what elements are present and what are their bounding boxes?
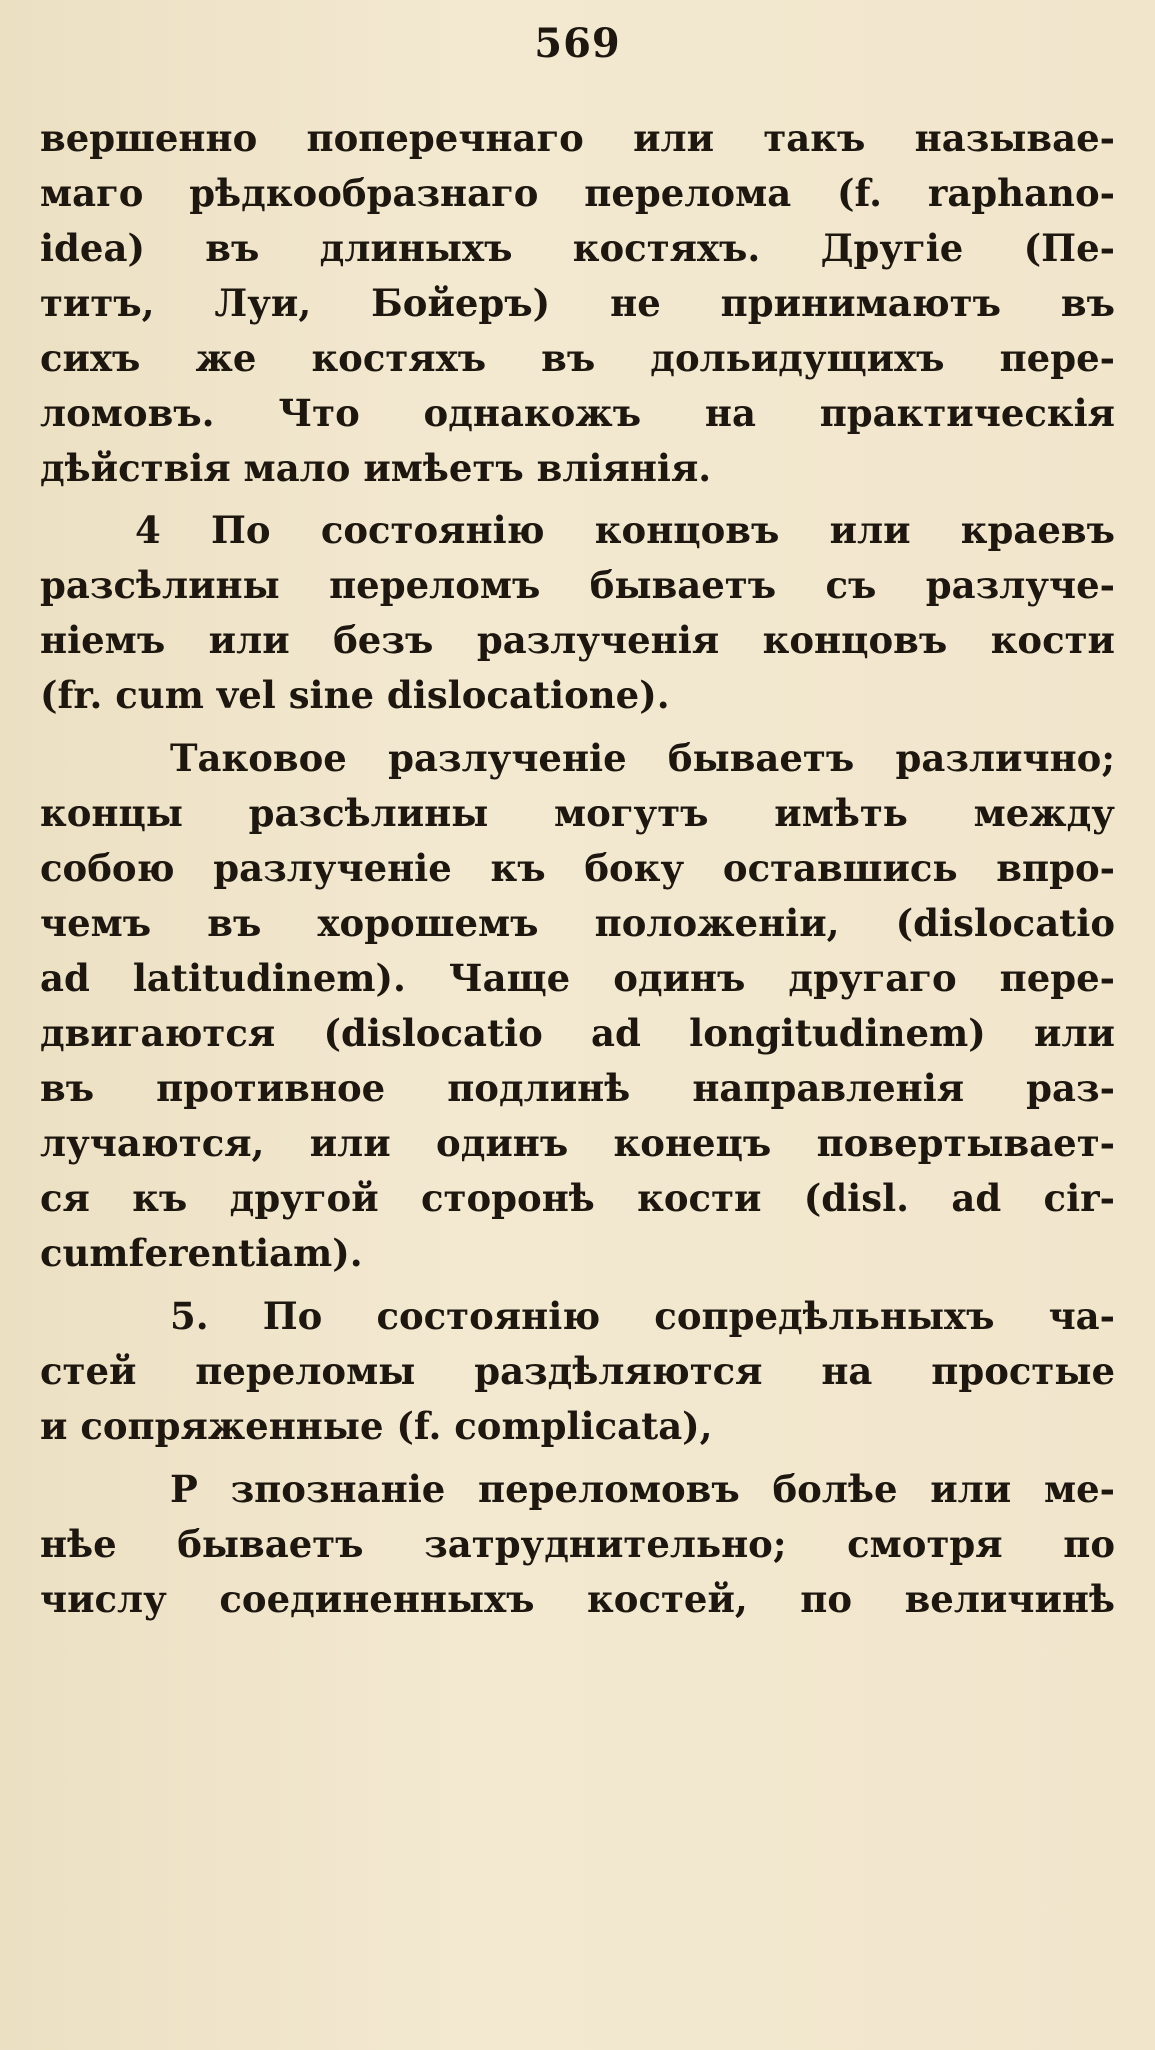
text-line: лучаются, или одинъ конецъ повертывает- xyxy=(40,1121,1115,1165)
text-line: Таковое разлученіе бываетъ различно; xyxy=(170,736,1115,780)
text-line: дѣйствія мало имѣетъ вліянія. xyxy=(40,446,712,490)
text-line: маго рѣдкообразнаго перелома (f. raphano- xyxy=(40,171,1115,215)
text-line: Р зпознаніе переломовъ болѣе или ме- xyxy=(170,1467,1115,1511)
text-line: ad latitudinem). Чаще одинъ другаго пере- xyxy=(40,956,1115,1000)
text-line: ломовъ. Что однакожъ на практическія xyxy=(40,391,1115,435)
text-line: idea) въ длиныхъ костяхъ. Другіе (Пе- xyxy=(40,226,1115,270)
text-line: (fr. cum vel sine dislocatione). xyxy=(40,673,670,717)
text-line: стей переломы раздѣляются на простые xyxy=(40,1349,1115,1393)
text-line: двигаются (dislocatio ad longitudinem) или xyxy=(40,1011,1115,1055)
text-line: числу соединенныхъ костей, по величинѣ xyxy=(40,1577,1115,1621)
text-line: нѣе бываетъ затруднительно; смотря по xyxy=(40,1522,1115,1566)
text-line: концы разсѣлины могутъ имѣть между xyxy=(40,791,1115,835)
text-line: вершенно поперечнаго или такъ называе- xyxy=(40,116,1115,160)
text-line: 5. По состоянію сопредѣльныхъ ча- xyxy=(170,1294,1115,1338)
text-line: титъ, Луи, Бойеръ) не принимаютъ въ xyxy=(40,281,1115,325)
text-line: собою разлученіе къ боку оставшись впро- xyxy=(40,846,1115,890)
text-line: 4 По состоянію концовъ или краевъ xyxy=(135,508,1115,552)
page-number: 569 xyxy=(534,20,621,67)
text-line: чемъ въ хорошемъ положеніи, (dislocatio xyxy=(40,901,1115,945)
text-line: cumferentiam). xyxy=(40,1231,363,1275)
text-line: сихъ же костяхъ въ дольидущихъ пере- xyxy=(40,336,1115,380)
text-line: въ противное подлинѣ направленія раз- xyxy=(40,1066,1115,1110)
text-line: разсѣлины переломъ бываетъ съ разлуче- xyxy=(40,563,1115,607)
text-line: и сопряженные (f. complicata), xyxy=(40,1404,713,1448)
text-line: ніемъ или безъ разлученія концовъ кости xyxy=(40,618,1115,662)
text-line: ся къ другой сторонѣ кости (disl. ad cir- xyxy=(40,1176,1115,1220)
